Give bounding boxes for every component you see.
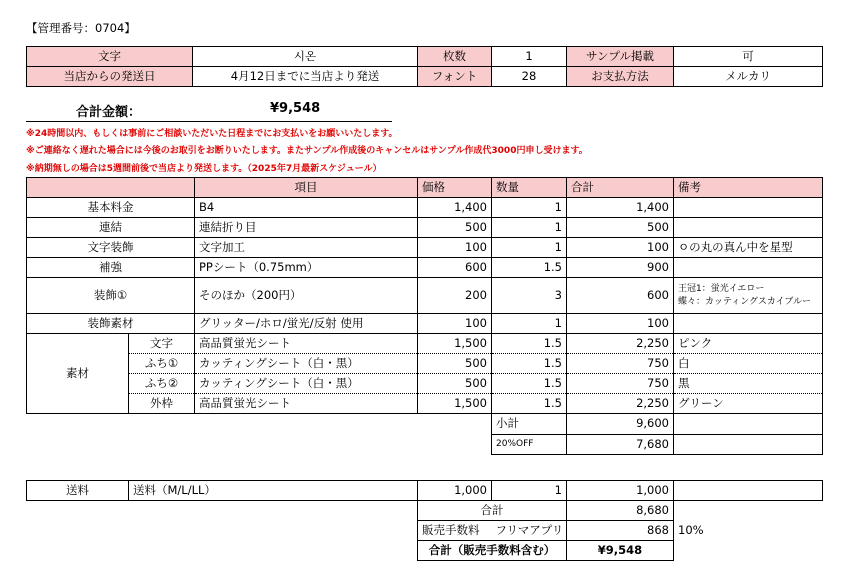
row-item: そのほか（200円） xyxy=(195,278,418,314)
shipping-qty: 1 xyxy=(492,481,567,501)
row-price: 1,400 xyxy=(418,198,492,218)
material-sub: 文字 xyxy=(129,334,195,354)
label-sample: サンプル掲載 xyxy=(567,47,674,67)
material-total: 750 xyxy=(567,354,674,374)
material-total: 2,250 xyxy=(567,334,674,354)
row-note: ㅇの丸の真ん中を星型 xyxy=(674,238,823,258)
material-sub: ふち① xyxy=(129,354,195,374)
header-note: 備考 xyxy=(674,178,823,198)
row-price: 200 xyxy=(418,278,492,314)
note-butterfly: 蝶々：カッティングスカイブルー xyxy=(678,296,812,307)
header-category xyxy=(27,178,195,198)
header-price: 価格 xyxy=(418,178,492,198)
table-row xyxy=(27,314,823,334)
material-qty: 1.5 xyxy=(492,374,567,394)
fee-rate: 10% xyxy=(678,523,704,537)
material-qty: 1.5 xyxy=(492,394,567,414)
total-underline xyxy=(26,121,392,122)
material-total: 750 xyxy=(567,374,674,394)
material-note: ピンク xyxy=(674,334,823,354)
label-ship-date: 当店からの発送日 xyxy=(27,67,193,87)
header-total: 合計 xyxy=(567,178,674,198)
admin-number: 【管理番号：0704】 xyxy=(26,21,136,35)
table-row xyxy=(27,258,823,278)
material-item: 高品質蛍光シート xyxy=(195,394,418,414)
row-note xyxy=(674,278,823,314)
material-category: 素材 xyxy=(27,334,129,414)
subtotal-value: 9,600 xyxy=(567,414,674,435)
row-category: 装飾① xyxy=(27,278,195,314)
row-item: 連結折り目 xyxy=(195,218,418,238)
row-qty: 1 xyxy=(492,218,567,238)
row-note xyxy=(674,218,823,238)
fee-item: フリマアプリ xyxy=(492,521,567,541)
row-category: 文字装飾 xyxy=(27,238,195,258)
sample-value: 可 xyxy=(674,47,823,67)
row-total: 1,400 xyxy=(567,198,674,218)
row-price: 600 xyxy=(418,258,492,278)
table-row xyxy=(27,374,823,394)
row-total: 500 xyxy=(567,218,674,238)
row-item: 文字加工 xyxy=(195,238,418,258)
row-total: 100 xyxy=(567,238,674,258)
grand-total-label: 合計（販売手数料含む） xyxy=(418,541,567,561)
row-price: 100 xyxy=(418,238,492,258)
subtotal-label: 小計 xyxy=(492,414,567,435)
fee-value: 868 xyxy=(567,521,674,541)
label-text: 文字 xyxy=(27,47,193,67)
sum-label: 合計 xyxy=(418,501,567,521)
row-total: 900 xyxy=(567,258,674,278)
sum-value: 8,680 xyxy=(567,501,674,521)
row-category: 基本料金 xyxy=(27,198,195,218)
material-price: 500 xyxy=(418,354,492,374)
row-note xyxy=(674,198,823,218)
shipping-table xyxy=(26,480,823,561)
material-note: 白 xyxy=(674,354,823,374)
row-price: 100 xyxy=(418,314,492,334)
row-price: 500 xyxy=(418,218,492,238)
row-category: 装飾素材 xyxy=(27,314,195,334)
row-item: PPシート（0.75mm） xyxy=(195,258,418,278)
row-note xyxy=(674,258,823,278)
shipping-price: 1,000 xyxy=(418,481,492,501)
table-row xyxy=(27,354,823,374)
font-value: 28 xyxy=(492,67,567,87)
total-value: ¥9,548 xyxy=(270,101,321,116)
material-total: 2,250 xyxy=(567,394,674,414)
label-count: 枚数 xyxy=(418,47,492,67)
shipping-item: 送料（M/L/LL） xyxy=(129,481,418,501)
material-item: 高品質蛍光シート xyxy=(195,334,418,354)
row-qty: 1.5 xyxy=(492,258,567,278)
table-row xyxy=(27,334,823,354)
row-category: 連結 xyxy=(27,218,195,238)
table-row xyxy=(27,278,823,314)
label-payment: お支払方法 xyxy=(567,67,674,87)
order-info-table xyxy=(26,46,823,87)
row-item: グリッター/ホロ/蛍光/反射 使用 xyxy=(195,314,418,334)
payment-value: メルカリ xyxy=(674,67,823,87)
row-qty: 1 xyxy=(492,314,567,334)
discount-value: 7,680 xyxy=(567,434,674,454)
material-note: 黒 xyxy=(674,374,823,394)
material-sub: ふち② xyxy=(129,374,195,394)
pricing-table xyxy=(26,177,823,455)
material-price: 500 xyxy=(418,374,492,394)
table-row xyxy=(27,394,823,414)
note-crown: 王冠1：蛍光イエロー xyxy=(678,283,765,294)
shipping-category: 送料 xyxy=(27,481,129,501)
row-item: B4 xyxy=(195,198,418,218)
fee-label: 販売手数料 xyxy=(418,521,492,541)
table-row xyxy=(27,198,823,218)
header-qty: 数量 xyxy=(492,178,567,198)
discount-label: 20%OFF xyxy=(492,434,567,454)
shipping-total: 1,000 xyxy=(567,481,674,501)
text-value: 시온 xyxy=(193,47,418,67)
ship-date-value: 4月12日までに当店より発送 xyxy=(193,67,418,87)
material-sub: 外枠 xyxy=(129,394,195,414)
material-qty: 1.5 xyxy=(492,354,567,374)
note-delivery: ※納期無しの場合は5週間前後で当店より発送します。（2025年7月最新スケジュール） xyxy=(26,164,382,174)
note-cancel: ※ご連絡なく遅れた場合には今後のお取引をお断りいたします。またサンプル作成後のキャンセルはサンプル作成代3000円申し受けます。 xyxy=(26,146,588,156)
material-item: カッティングシート（白・黒） xyxy=(195,354,418,374)
header-item: 項目 xyxy=(195,178,418,198)
row-total: 100 xyxy=(567,314,674,334)
material-note: グリーン xyxy=(674,394,823,414)
row-qty: 3 xyxy=(492,278,567,314)
table-row xyxy=(27,218,823,238)
row-note xyxy=(674,314,823,334)
material-qty: 1.5 xyxy=(492,334,567,354)
row-qty: 1 xyxy=(492,238,567,258)
note-payment: ※24時間以内、もしくは事前にご相談いただいた日程までにお支払いをお願いいたします。 xyxy=(26,129,398,139)
material-price: 1,500 xyxy=(418,394,492,414)
material-price: 1,500 xyxy=(418,334,492,354)
table-row xyxy=(27,481,823,501)
table-row xyxy=(27,238,823,258)
grand-total-value: ¥9,548 xyxy=(567,541,674,561)
total-label: 合計金額： xyxy=(76,105,142,120)
row-qty: 1 xyxy=(492,198,567,218)
material-item: カッティングシート（白・黒） xyxy=(195,374,418,394)
label-font: フォント xyxy=(418,67,492,87)
row-category: 補強 xyxy=(27,258,195,278)
row-total: 600 xyxy=(567,278,674,314)
count-value: 1 xyxy=(492,47,567,67)
